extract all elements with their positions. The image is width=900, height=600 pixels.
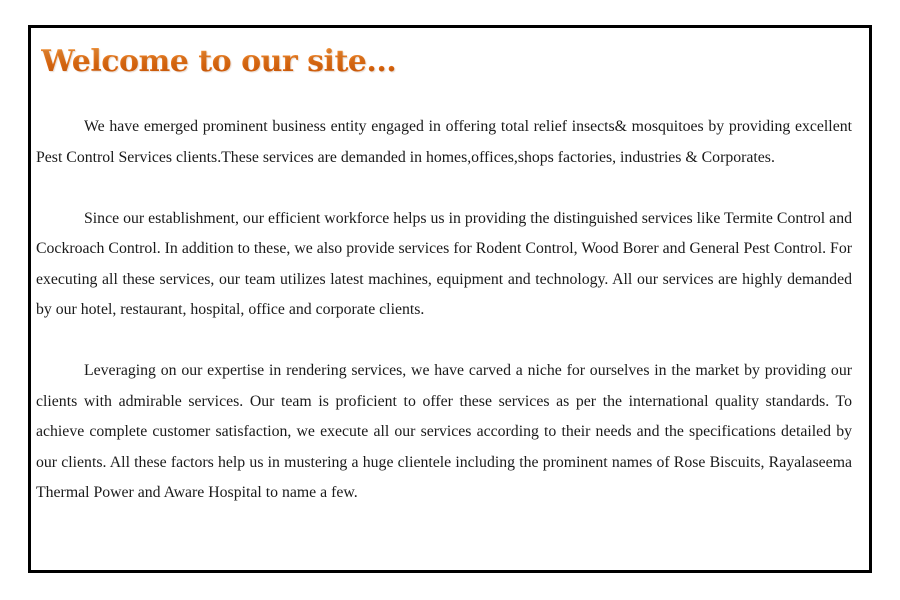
paragraph-expertise: Leveraging on our expertise in rendering services, we have carved a niche for ourselves in the market by providing our clients with admirable services. Our team is proficient to offer these services as per the international quality standards. To achieve complete customer satisfaction, we execute all our services according to their needs and the specifications detailed by our clients. All these factors help us in mustering a huge clientele including the prominent names of Rose Biscuits, Rayalaseema Thermal Power and Aware Hospital to name a few. (36, 362, 852, 501)
paragraph-intro: We have emerged prominent business entity engaged in offering total relief insects& mosquitoes by providing excellent Pest Control Services clients.These services are demanded in homes,offices,shops factories, industries & Corporates. (36, 118, 852, 166)
content-frame (28, 25, 872, 573)
page-title: Welcome to our site... (41, 42, 396, 82)
article-body (36, 112, 852, 509)
paragraph-services: Since our establishment, our efficient workforce helps us in providing the distinguished services like Termite Control and Cockroach Control. In addition to these, we also provide services for Rodent Control, Wood Borer and General Pest Control. For executing all these services, our team utilizes latest machines, equipment and technology. All our services are highly demanded by our hotel, restaurant, hospital, office and corporate clients. (36, 209, 852, 318)
